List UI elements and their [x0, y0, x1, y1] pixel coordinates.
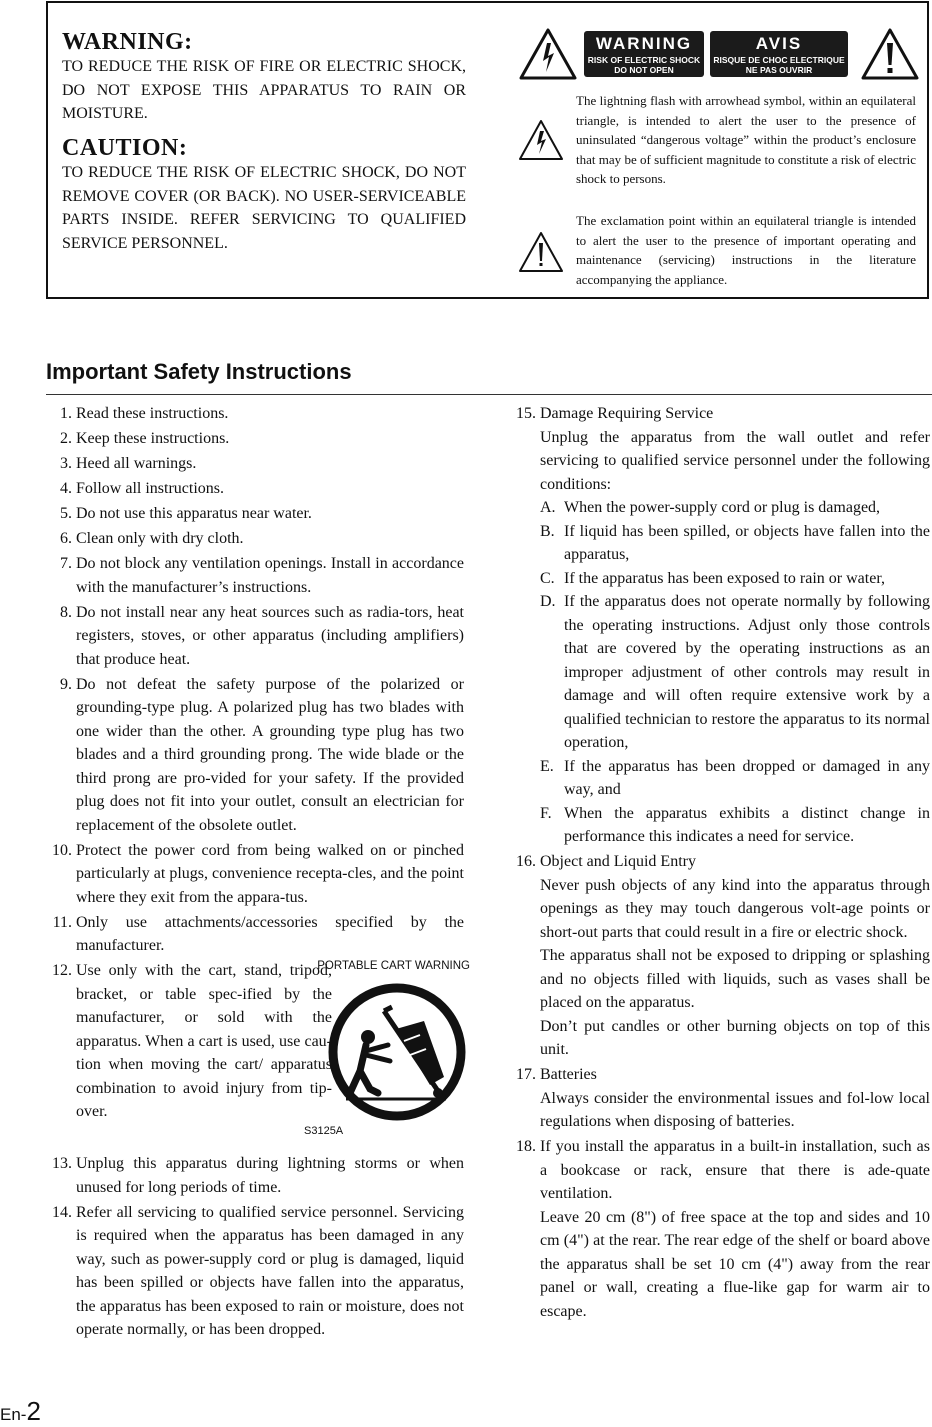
list-item	[46, 601, 464, 672]
item-number: 11.	[52, 913, 72, 931]
list-item	[46, 839, 464, 910]
list-item-installation	[510, 1135, 930, 1323]
item-number: 9.	[60, 675, 72, 693]
warning-heading: WARNING:	[62, 29, 193, 55]
sub-letter: C.	[540, 569, 555, 587]
sub-text: If the apparatus has been dropped or damaged in any way, and	[564, 757, 930, 798]
item-title: Object and Liquid Entry	[540, 853, 696, 870]
item-text: Heed all warnings.	[76, 455, 197, 472]
exclamation-small-icon	[518, 231, 564, 273]
avis-plate-title: AVIS	[755, 34, 803, 53]
sub-letter: D.	[540, 593, 556, 610]
item-text: Protect the power cord from being walked on or pinched particularly at plugs, convenience recepta-cles, and the point where they exit from the appara-tus.	[76, 841, 464, 906]
list-item	[46, 452, 464, 476]
list-item-damage-service	[510, 402, 930, 849]
warning-plate-line2: DO NOT OPEN	[614, 65, 674, 75]
cart-caption: PORTABLE CART WARNING	[317, 960, 470, 972]
list-item-object-liquid	[510, 850, 930, 1062]
item-number: 12.	[52, 962, 72, 979]
item-number: 2.	[60, 430, 72, 447]
page-prefix: En-	[0, 1405, 27, 1424]
list-item	[46, 402, 464, 426]
avis-plate-line2: NE PAS OUVRIR	[745, 65, 813, 75]
sub-letter: A.	[540, 499, 556, 516]
item-number: 5.	[60, 505, 72, 522]
item-number: 7.	[60, 555, 72, 572]
list-item-cart	[46, 959, 470, 1152]
item-number: 18.	[516, 1138, 536, 1155]
item-title: Damage Requiring Service	[540, 405, 714, 422]
sub-letter: E.	[540, 757, 554, 775]
item-text: Clean only with dry cloth.	[76, 530, 244, 547]
item-number: 1.	[60, 405, 72, 422]
item-number: 6.	[60, 530, 72, 547]
lightning-triangle-icon	[518, 27, 578, 81]
page-number	[0, 1396, 41, 1427]
sub-letter: F.	[540, 804, 552, 822]
item-paragraph: Don’t put candles or other burning objects on top of this unit.	[540, 1017, 930, 1058]
list-item	[46, 502, 464, 526]
item-number: 13.	[52, 1155, 72, 1172]
title-rule	[46, 394, 932, 395]
caution-text: TO REDUCE THE RISK OF ELECTRIC SHOCK, DO NOT REMOVE COVER (OR BACK). NO USER-SERVICEABLE PARTS INSIDE. REFER SERVICING TO QUALIFIED SERVICE PERSONNEL.	[62, 164, 466, 252]
warning-box	[46, 1, 929, 299]
list-item	[46, 911, 464, 958]
item-text: Unplug this apparatus during lightning storms or when unused for long periods of time.	[76, 1155, 464, 1196]
sub-text: If the apparatus does not operate normally by following the operating instructions. Adjust only those controls that are covered by the operating instructions as an improper adjustment of other controls may result in damage and will often require extensive work by a qualified technician to restore the apparatus to its normal operation,	[564, 593, 930, 751]
item-paragraph: Always consider the environmental issues and fol-low local regulations when disposing of batteries.	[540, 1089, 930, 1130]
avis-plate	[710, 31, 848, 77]
sub-text: If liquid has been spilled, or objects have fallen into the apparatus,	[564, 522, 930, 563]
item-paragraph: Never push objects of any kind into the apparatus through openings as they may touch dangerous volt-age points or short-out parts that could result in a fire or electric shock.	[540, 876, 930, 941]
list-item	[46, 427, 464, 451]
exclamation-explanation-text: The exclamation point within an equilateral triangle is intended to alert the user to the presence of important operating and maintenance (servicing) instructions in the literature accompanying the appliance.	[576, 213, 916, 287]
section-title: Important Safety Instructions	[46, 359, 352, 384]
item-title: Batteries	[540, 1066, 597, 1083]
item-paragraph: Unplug the apparatus from the wall outlet and refer servicing to qualified service personnel under the following conditions:	[540, 428, 930, 493]
item-text: Do not use this apparatus near water.	[76, 505, 312, 522]
list-item	[46, 1201, 464, 1342]
avis-plate-line1: RISQUE DE CHOC ELECTRIQUE	[713, 55, 845, 65]
item-number: 10.	[52, 841, 72, 859]
left-column	[46, 402, 470, 1343]
sub-text: When the power-supply cord or plug is damaged,	[564, 499, 881, 516]
item-text: Read these instructions.	[76, 405, 229, 422]
warning-text: TO REDUCE THE RISK OF FIRE OR ELECTRIC SHOCK, DO NOT EXPOSE THIS APPARATUS TO RAIN OR MOISTURE.	[62, 58, 466, 122]
sub-item	[540, 520, 930, 567]
sub-item	[540, 496, 930, 520]
item-text: Do not block any ventilation openings. Install in accordance with the manufacturer’s instructions.	[76, 555, 464, 596]
list-item	[46, 1152, 464, 1199]
item-text: Only use attachments/accessories specified by the manufacturer.	[76, 913, 464, 954]
warning-plate-line1: RISK OF ELECTRIC SHOCK	[587, 55, 701, 65]
portable-cart-warning	[304, 955, 470, 1143]
sub-text: When the apparatus exhibits a distinct change in performance this indicates a need for service.	[564, 804, 930, 845]
item-number: 8.	[60, 603, 72, 621]
list-item	[46, 552, 464, 599]
item-number: 15.	[516, 405, 536, 422]
item-paragraph: The apparatus shall not be exposed to dripping or splashing and no objects filled with liquids, such as vases shall be placed on the apparatus.	[540, 947, 930, 1011]
sub-text: If the apparatus has been exposed to rain or water,	[564, 569, 886, 587]
item-number: 4.	[60, 480, 72, 497]
sub-item	[540, 590, 930, 755]
item-text: Keep these instructions.	[76, 430, 230, 447]
item-text: Do not install near any heat sources such as radia-tors, heat registers, stoves, or other apparatus (including amplifiers) that produce heat.	[76, 603, 464, 668]
list-item-batteries	[510, 1063, 930, 1134]
sub-letter: B.	[540, 522, 555, 540]
list-item	[46, 673, 464, 838]
item-text: Follow all instructions.	[76, 480, 224, 497]
right-column	[510, 402, 930, 1325]
list-item	[46, 477, 464, 501]
item-paragraph: Leave 20 cm (8") of free space at the top and sides and 10 cm (4") at the rear. The rear edge of the shelf or board above the apparatus shall be set 10 cm (4") away from the rear panel or wall, creating a flue-like gap for warm air to escape.	[540, 1208, 930, 1320]
warning-plate	[584, 31, 704, 77]
sub-item	[540, 567, 930, 591]
item-text: Refer all servicing to qualified service personnel. Servicing is required when the apparatus has been damaged in any way, such as power-supply cord or plug is damaged, liquid has been spilled or objects have fallen into the apparatus, the apparatus has been exposed to rain or moisture, does not operate normally, or has been dropped.	[76, 1203, 464, 1338]
warning-label-strip	[518, 27, 928, 83]
cart-tipover-icon	[326, 981, 468, 1123]
cart-code: S3125A	[304, 1124, 344, 1137]
item-text: Do not defeat the safety purpose of the polarized or grounding-type plug. A polarized plug has two blades with one wider than the other. A grounding type plug has two blades and a third grounding prong. The wide blade or the third prong are pro-vided for your safety. If the provided plug does not fit into your outlet, consult an electrician for replacement of the obsolete outlet.	[76, 675, 464, 834]
lightning-small-icon	[518, 119, 564, 161]
lightning-explanation-text: The lightning flash with arrowhead symbol, within an equilateral triangle, is intended to alert the user to the presence of uninsulated “dangerous voltage” within the product’s enclosure that may be of sufficient magnitude to constitute a risk of electric shock to persons.	[576, 93, 916, 186]
item-number: 3.	[60, 455, 72, 472]
page-number-value: 2	[26, 1396, 41, 1426]
item-number: 17.	[516, 1066, 536, 1083]
list-item	[46, 527, 464, 551]
caution-heading: CAUTION:	[62, 135, 188, 161]
item-text: Use only with the cart, stand, tripod, bracket, or table spec-ified by the manufacturer, or sold with the apparatus. When a cart is used, use cau-tion when moving the cart/ apparatus combination to avoid injury from tip-over.	[76, 962, 332, 1120]
exclamation-triangle-icon	[860, 27, 920, 81]
warning-plate-title: WARNING	[595, 34, 693, 53]
item-paragraph: If you install the apparatus in a built-in installation, such as a bookcase or rack, ensure that there is ade-quate ventilation.	[540, 1138, 930, 1202]
item-number: 16.	[516, 853, 536, 870]
item-number: 14.	[52, 1203, 72, 1221]
sub-item	[540, 755, 930, 802]
sub-item	[540, 802, 930, 849]
